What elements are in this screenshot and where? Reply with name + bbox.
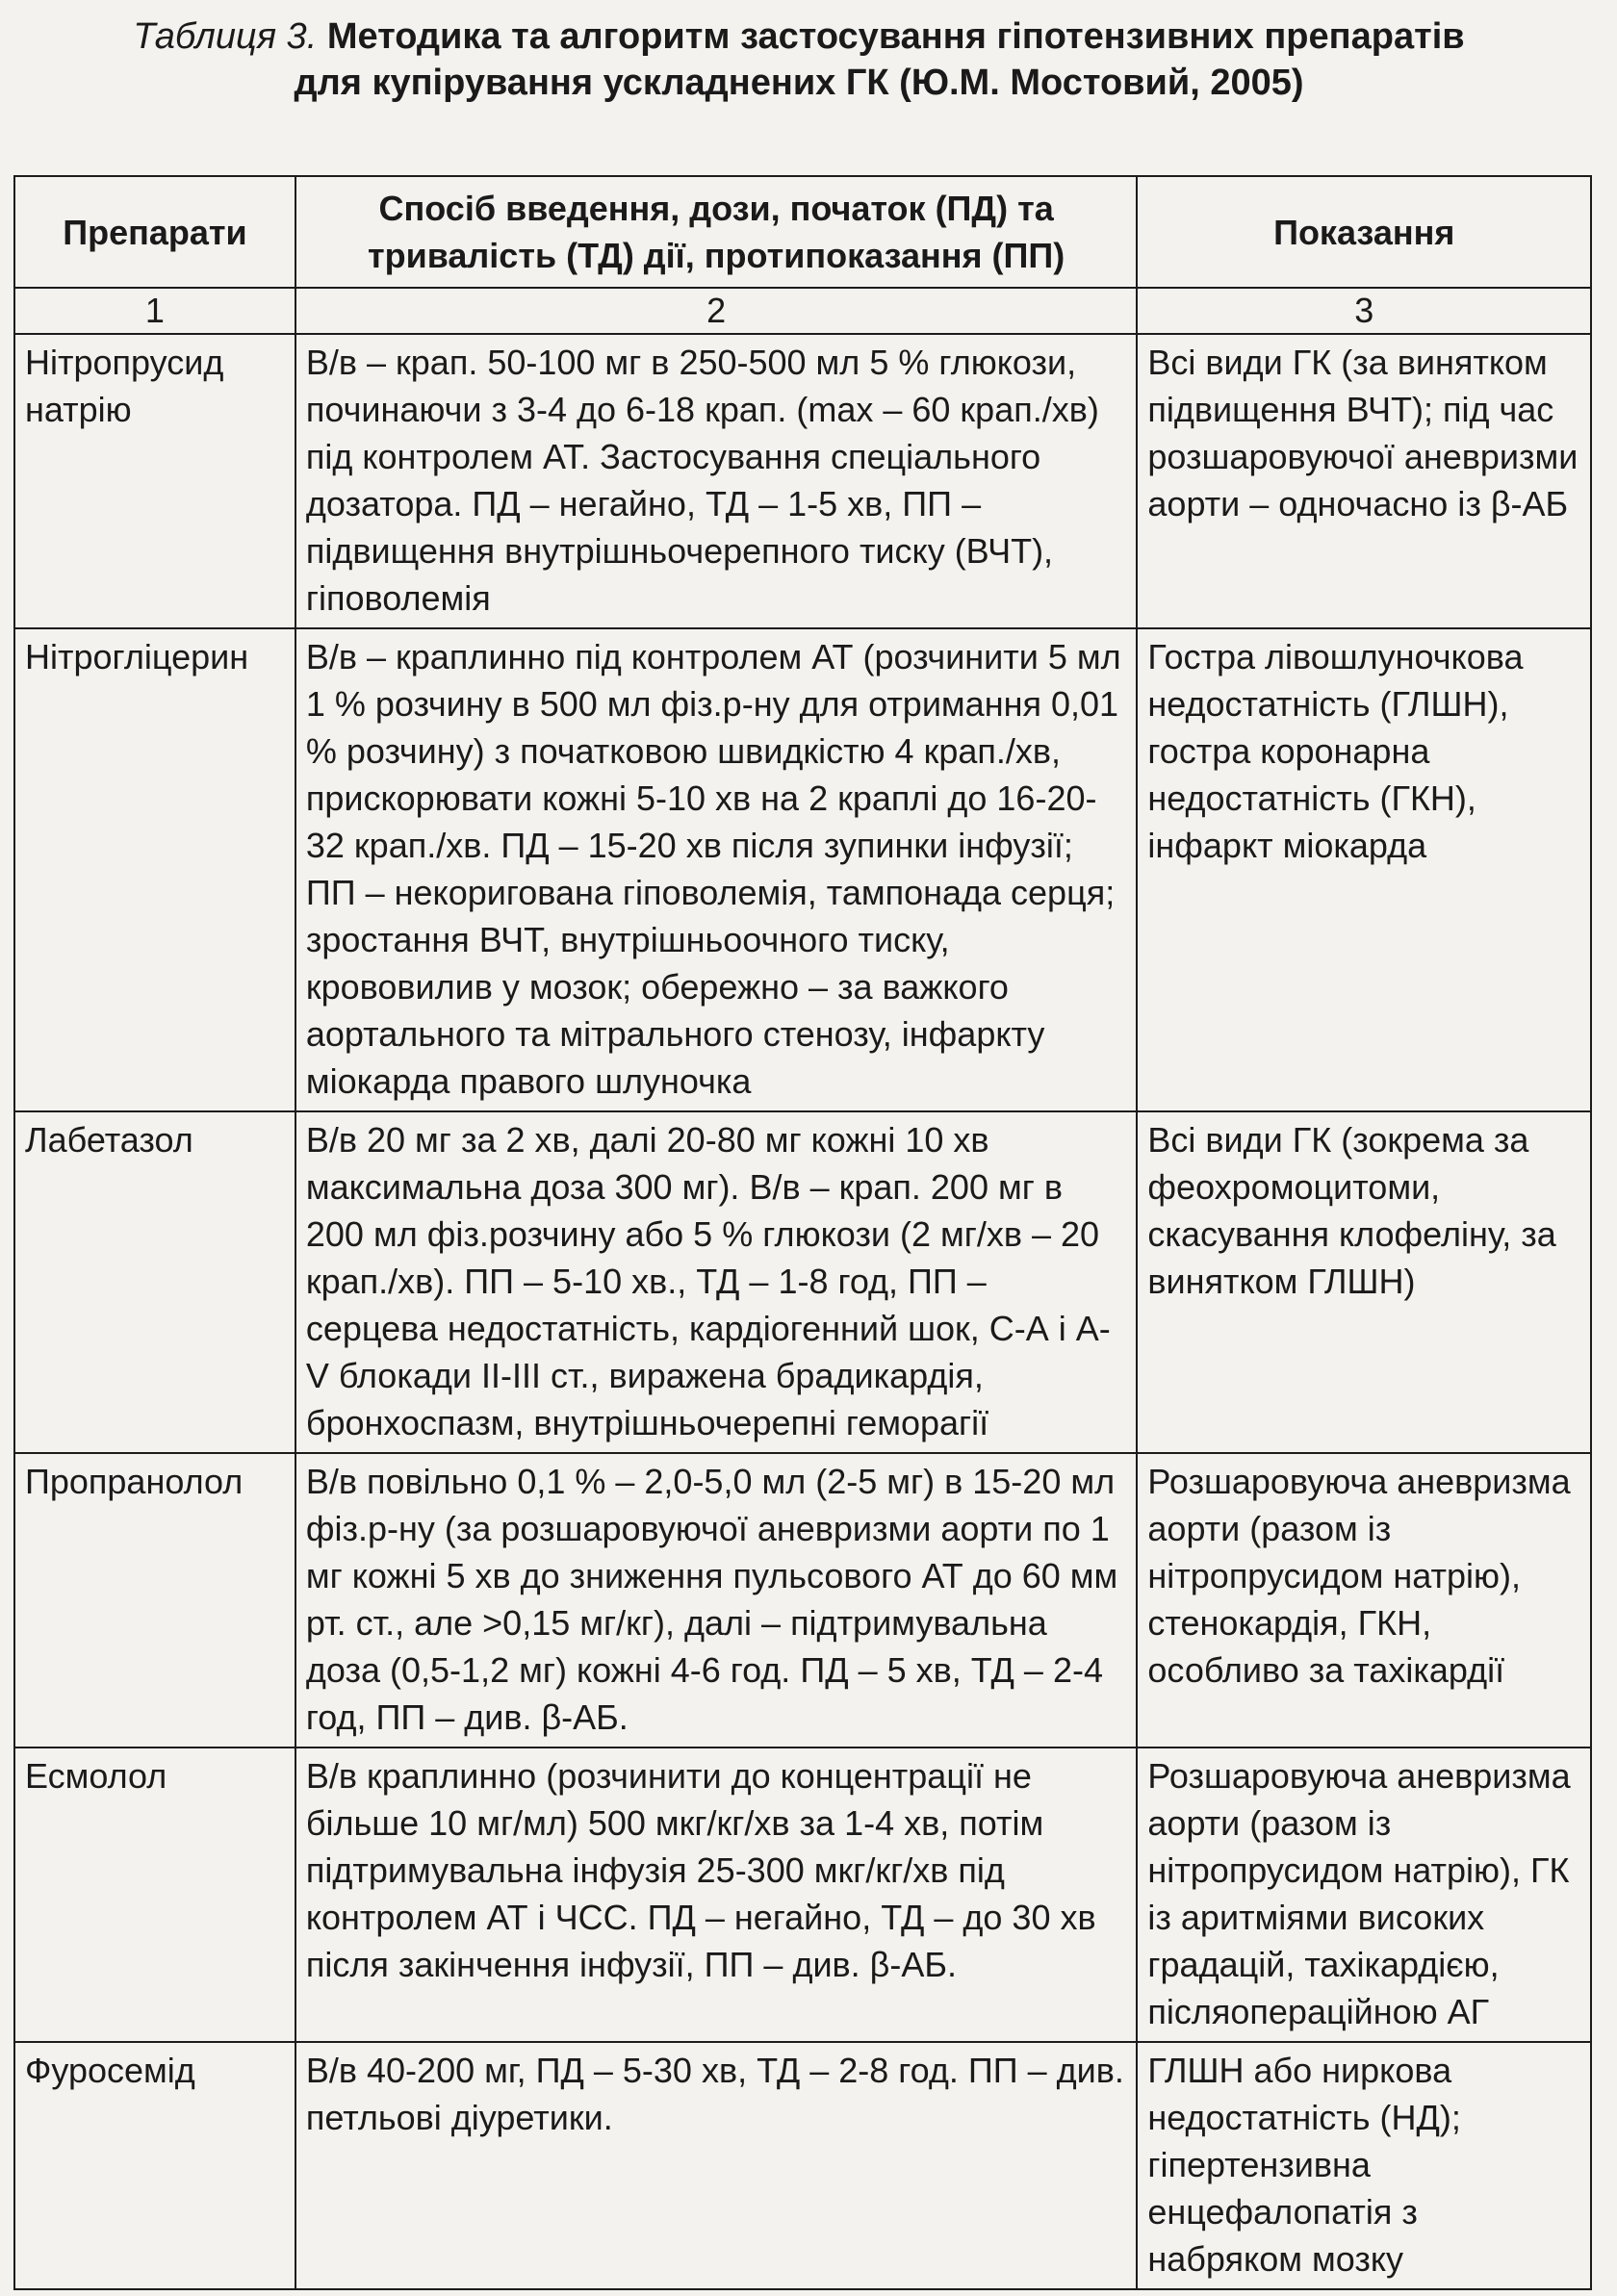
caption-title-2: для купірування ускладнених ГК (Ю.М. Мостовий, 2005) [294,63,1304,103]
drug-table [13,175,1592,2290]
method-cell: В/в – крап. 50-100 мг в 250-500 мл 5 % глюкози, починаючи з 3-4 до 6-18 крап. (max – 60 крап./хв) під контролем АТ. Застосування спеціального дозатора. ПД – негайно, ТД – 1-5 хв, ПП – підвищення внутрішньочерепного тиску (ВЧТ), гіповолемія [295,334,1138,628]
drug-name: Пропранолол [14,1453,295,1748]
table-row [14,2042,1591,2289]
header-row [14,176,1591,288]
column-number-2: 2 [295,288,1138,334]
indication-cell: Розшаровуюча аневризма аорти (разом із нітропрусидом натрію), ГК із аритміями високих градацій, тахікардією, післяопераційною АГ [1137,1748,1591,2042]
drug-name: Нітропрусид натрію [14,334,295,628]
table-row [14,1111,1591,1453]
indication-cell: ГЛШН або ниркова недостатність (НД); гіпертензивна енцефалопатія з набряком мозку [1137,2042,1591,2289]
method-cell: В/в 40-200 мг, ПД – 5-30 хв, ТД – 2-8 год. ПП – див. петльові діуретики. [295,2042,1138,2289]
method-cell: В/в повільно 0,1 % – 2,0-5,0 мл (2-5 мг) в 15-20 мл фіз.р-ну (за розшаровуючої аневризми аорти по 1 мг кожні 5 хв до зниження пульсового АТ до 60 мм рт. ст., але >0,15 мг/кг), далі – підтримувальна доза (0,5-1,2 мг) кожні 4-6 год. ПД – 5 хв, ТД – 2-4 год, ПП – див. β-АБ. [295,1453,1138,1748]
method-cell: В/в краплинно (розчинити до концентрації не більше 10 мг/мл) 500 мкг/кг/хв за 1-4 хв, потім підтримувальна інфузія 25-300 мкг/кг/хв під контролем АТ і ЧСС. ПД – негайно, ТД – до 30 хв після закінчення інфузії, ПП – див. β-АБ. [295,1748,1138,2042]
header-drugs: Препарати [14,176,295,288]
method-cell: В/в – краплинно під контролем АТ (розчинити 5 мл 1 % розчину в 500 мл фіз.р-ну для отримання 0,01 % розчину) з початковою швидкістю 4 крап./хв, прискорювати кожні 5-10 хв на 2 краплі до 16-20-32 крап./хв. ПД – 15-20 хв після зупинки інфузії; ПП – некоригована гіповолемія, тампонада серця; зростання ВЧТ, внутрішньоочного тиску, крововилив у мозок; обережно – за важкого аортального та мітрального стенозу, інфаркту міокарда правого шлуночка [295,628,1138,1111]
caption-lead: Таблиця 3. [133,16,318,57]
caption-title-1: Методика та алгоритм застосування гіпотензивних препаратів [326,16,1465,57]
indication-cell: Всі види ГК (зокрема за феохромоцитоми, скасування клофеліну, за винятком ГЛШН) [1137,1111,1591,1453]
caption-line-1 [29,13,1569,60]
drug-name: Фуросемід [14,2042,295,2289]
column-number-row [14,288,1591,334]
table-caption [29,13,1569,106]
table-row [14,1453,1591,1748]
drug-name: Нітрогліцерин [14,628,295,1111]
indication-cell: Гостра лівошлуночкова недостатність (ГЛШН), гостра коронарна недостатність (ГКН), інфаркт міокарда [1137,628,1591,1111]
indication-cell: Розшаровуюча аневризма аорти (разом із нітропрусидом натрію), стенокардія, ГКН, особливо за тахікардії [1137,1453,1591,1748]
header-method: Спосіб введення, дози, початок (ПД) та тривалість (ТД) дії, протипоказання (ПП) [295,176,1138,288]
header-indications: Показання [1137,176,1591,288]
indication-cell: Всі види ГК (за винятком підвищення ВЧТ); під час розшаровуючої аневризми аорти – одночасно із β-АБ [1137,334,1591,628]
drug-name: Лабетазол [14,1111,295,1453]
method-cell: В/в 20 мг за 2 хв, далі 20-80 мг кожні 10 хв максимальна доза 300 мг). В/в – крап. 200 мг в 200 мл фіз.розчину або 5 % глюкози (2 мг/хв – 20 крап./хв). ПП – 5-10 хв., ТД – 1-8 год, ПП – серцева недостатність, кардіогенний шок, С-А і А-V блокади ІІ-ІІІ ст., виражена брадикардія, бронхоспазм, внутрішньочерепні геморагії [295,1111,1138,1453]
table-row [14,628,1591,1111]
drug-name: Есмолол [14,1748,295,2042]
table-row [14,1748,1591,2042]
column-number-1: 1 [14,288,295,334]
column-number-3: 3 [1137,288,1591,334]
table-row [14,334,1591,628]
